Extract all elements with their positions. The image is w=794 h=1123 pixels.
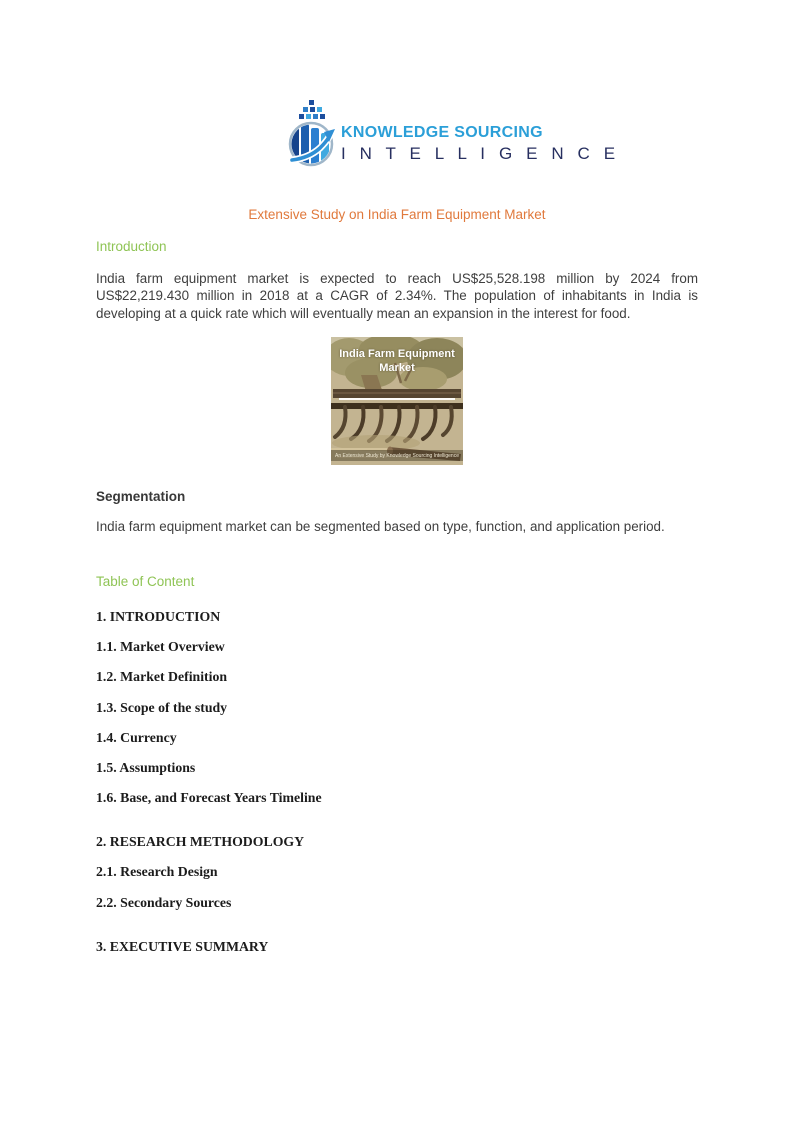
toc-heading: Table of Content: [96, 574, 195, 589]
figure-title-line1: India Farm Equipment: [339, 348, 455, 360]
logo-pixel-squares: [299, 100, 325, 119]
introduction-paragraph: India farm equipment market is expected to reach US$25,528.198 million by 2024 from US$22,219.430 million in 2018 at a CAGR of 2.34%. The population of inhabitants in India is developing at a quick rate which will eventually mean an expansion in the interest for food.: [96, 271, 698, 321]
logo-line2: I N T E L L I G E N C E: [341, 144, 620, 163]
toc-item: 1. INTRODUCTION: [96, 609, 221, 624]
figure-title-line2: Market: [379, 362, 415, 374]
toc-item: 2.2. Secondary Sources: [96, 894, 232, 910]
toc-item: 1.3. Scope of the study: [96, 699, 228, 715]
introduction-heading: Introduction: [96, 239, 167, 254]
logo-text: [341, 124, 620, 164]
logo: [287, 98, 620, 170]
toc-item: 3. EXECUTIVE SUMMARY: [96, 938, 269, 954]
photo-title-underline: [339, 398, 455, 400]
figure-caption: An Extensive Study by Knowledge Sourcing Intelligence: [335, 453, 459, 459]
toc-item: 1.4. Currency: [96, 729, 177, 745]
globe-bar-chart-arrow-icon: [287, 98, 337, 168]
toc-item: 1.2. Market Definition: [96, 669, 228, 685]
toc-item: 1.1. Market Overview: [96, 639, 225, 655]
figure-farm-equipment: [331, 337, 463, 465]
document-title: Extensive Study on India Farm Equipment Market: [248, 207, 546, 222]
toc-item: 2. RESEARCH METHODOLOGY: [96, 834, 305, 850]
logo-line1: KNOWLEDGE SOURCING: [341, 124, 543, 141]
toc-list: [96, 610, 322, 970]
segmentation-heading: Segmentation: [96, 489, 186, 504]
toc-item: 1.6. Base, and Forecast Years Timeline: [96, 790, 322, 806]
segmentation-paragraph: India farm equipment market can be segmented based on type, function, and application period.: [96, 519, 665, 534]
toc-item: 2.1. Research Design: [96, 864, 218, 880]
toc-item: 1.5. Assumptions: [96, 759, 196, 775]
figure-title: [331, 347, 463, 375]
